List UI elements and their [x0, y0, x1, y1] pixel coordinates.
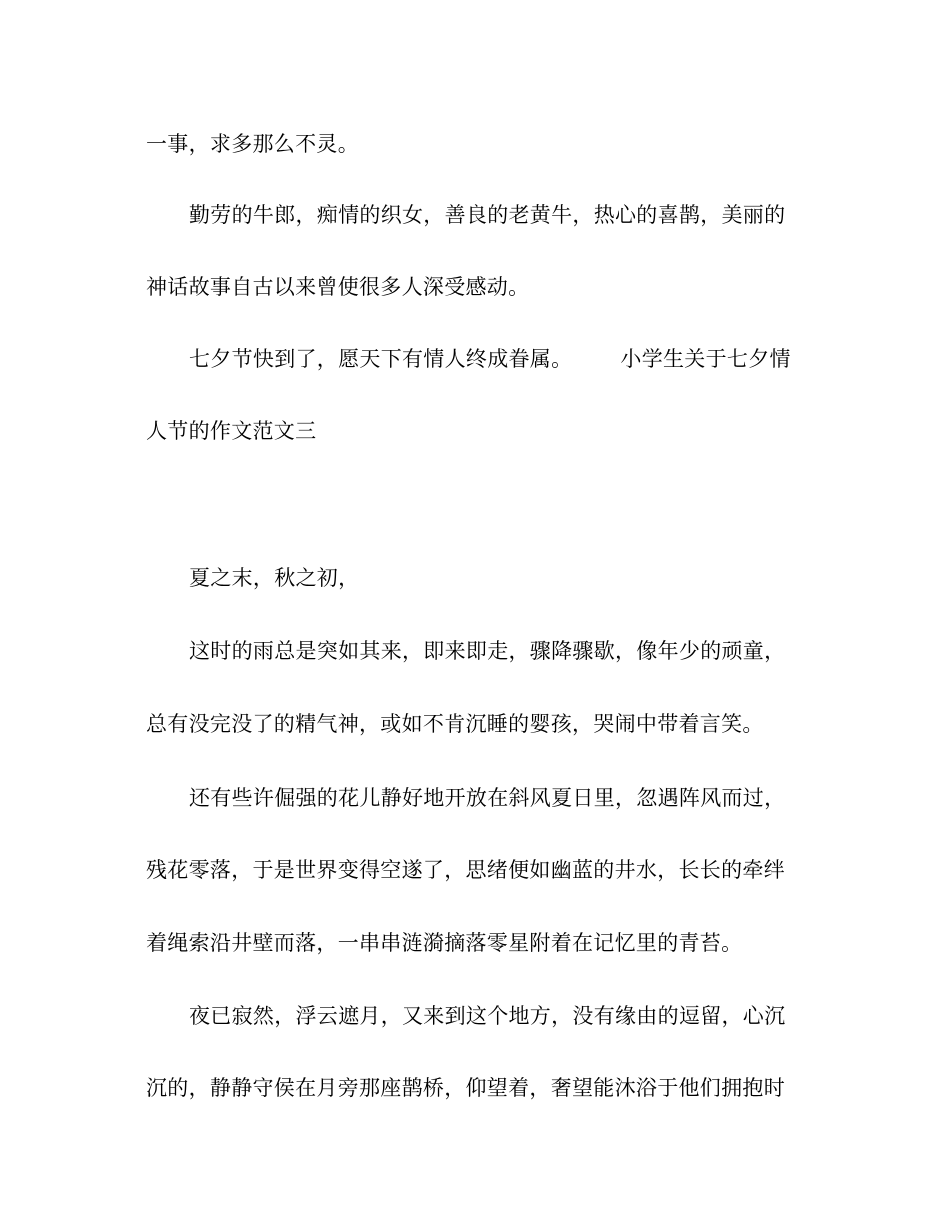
paragraph-line: 神话故事自古以来曾使很多人深受感动。: [146, 275, 530, 299]
section-heading: 小学生关于七夕情: [620, 347, 791, 371]
section-heading-continued: 人节的作文范文三: [146, 419, 317, 443]
paragraph-line: 这时的雨总是突如其来，即来即走，骤降骤歇，像年少的顽童，: [189, 639, 786, 663]
paragraph-line: 总有没完没了的精气神，或如不肯沉睡的婴孩，哭闹中带着言笑。: [146, 712, 764, 736]
closing-sentence: 七夕节快到了，愿天下有情人终成眷属。: [189, 347, 573, 371]
paragraph-line: 残花零落，于是世界变得空遂了，思绪便如幽蓝的井水，长长的牵绊: [146, 858, 785, 882]
paragraph-line: [189, 344, 849, 374]
paragraph-line: 沉的，静静守侯在月旁那座鹊桥，仰望着，奢望能沐浴于他们拥抱时: [146, 1076, 785, 1100]
paragraph-line: 一事，求多那么不灵。: [146, 132, 359, 156]
paragraph-line: 夏之末，秋之初，: [189, 566, 360, 590]
paragraph-line: 还有些许倔强的花儿静好地开放在斜风夏日里，忽遇阵风而过，: [189, 786, 786, 810]
paragraph-line: 勤劳的牛郎，痴情的织女，善良的老黄牛，热心的喜鹊，美丽的: [189, 203, 786, 227]
paragraph-line: 夜已寂然，浮云遮月，又来到这个地方，没有缘由的逗留，心沉: [189, 1004, 786, 1028]
paragraph-line: 着绳索沿井壁而落，一串串涟漪摘落零星附着在记忆里的青苔。: [146, 931, 743, 955]
